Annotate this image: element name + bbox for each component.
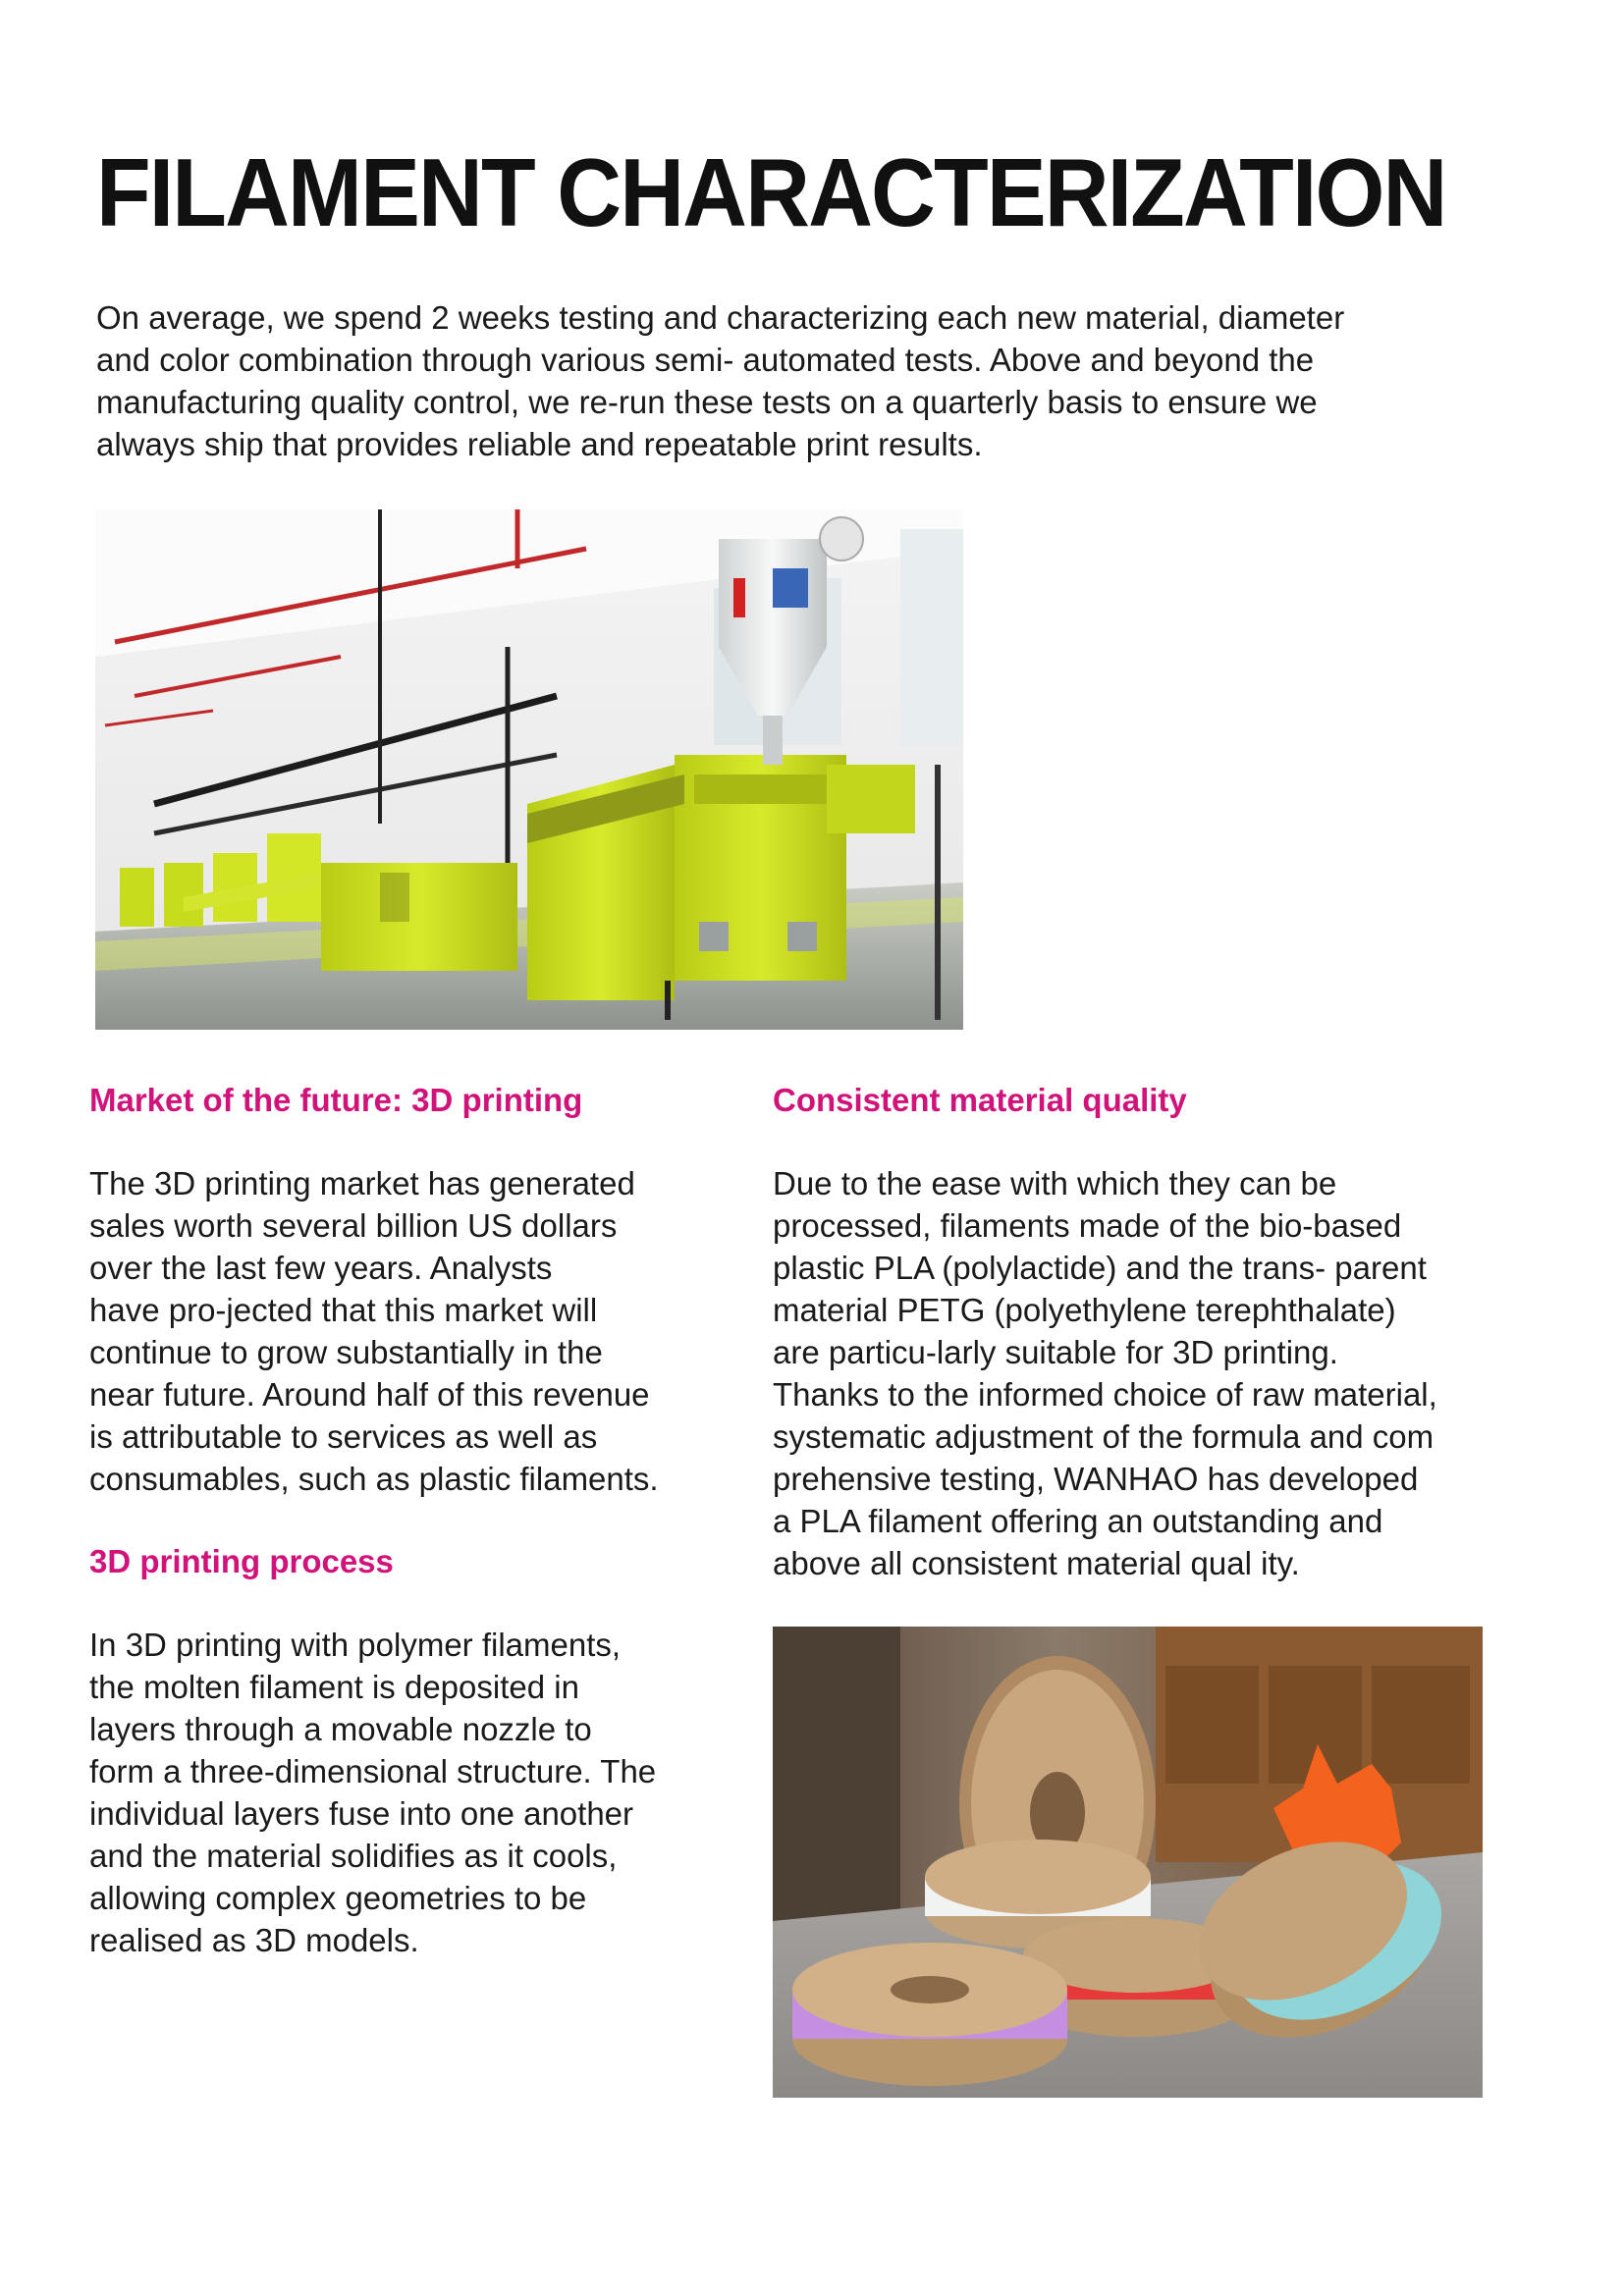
paragraph-line: individual layers fuse into one another: [89, 1795, 634, 1832]
paragraph-line: realised as 3D models.: [89, 1922, 419, 1958]
paragraph-line: Thanks to the informed choice of raw material,: [773, 1376, 1437, 1413]
market-heading: Market of the future: 3D printing: [89, 1082, 583, 1118]
quality-paragraph: [773, 1162, 1499, 1584]
production-line-photo: [95, 509, 963, 1030]
paragraph-line: Due to the ease with which they can be: [773, 1165, 1337, 1201]
right-column: [773, 1080, 1499, 1584]
paragraph-line: consumables, such as plastic filaments.: [89, 1461, 659, 1497]
paragraph-line: and the material solidifies as it cools,: [89, 1838, 618, 1874]
paragraph-line: are particu-larly suitable for 3D printing.: [773, 1334, 1338, 1370]
paragraph-line: processed, filaments made of the bio-based: [773, 1207, 1402, 1244]
intro-paragraph: [96, 296, 1510, 465]
paragraph-line: plastic PLA (polylactide) and the trans- parent: [773, 1250, 1427, 1286]
paragraph-line: near future. Around half of this revenue: [89, 1376, 650, 1413]
paragraph-line: layers through a movable nozzle to: [89, 1711, 592, 1747]
paragraph-line: form a three-dimensional structure. The: [89, 1753, 657, 1789]
paragraph-line: is attributable to services as well as: [89, 1418, 598, 1455]
market-paragraph: [89, 1162, 718, 1500]
paragraph-line: material PETG (polyethylene terephthalate): [773, 1292, 1396, 1328]
left-column: [89, 1080, 718, 1961]
paragraph-line: continue to grow substantially in the: [89, 1334, 603, 1370]
paragraph-line: The 3D printing market has generated: [89, 1165, 635, 1201]
printing-process-heading: 3D printing process: [89, 1543, 394, 1579]
paragraph-line: sales worth several billion US dollars: [89, 1207, 618, 1244]
intro-line: On average, we spend 2 weeks testing and characterizing each new material, diameter: [96, 299, 1345, 336]
paragraph-line: above all consistent material qual ity.: [773, 1545, 1300, 1581]
paragraph-line: allowing complex geometries to be: [89, 1880, 587, 1916]
paragraph-line: a PLA filament offering an outstanding and: [773, 1503, 1383, 1539]
page-title: FILAMENT CHARACTERIZATION: [96, 138, 1446, 246]
paragraph-line: over the last few years. Analysts: [89, 1250, 553, 1286]
intro-line: always ship that provides reliable and repeatable print results.: [96, 426, 983, 462]
paragraph-line: prehensive testing, WANHAO has developed: [773, 1461, 1419, 1497]
filament-spools-photo: [773, 1627, 1483, 2098]
paragraph-line: have pro-jected that this market will: [89, 1292, 598, 1328]
printing-process-paragraph: [89, 1624, 718, 1961]
paragraph-line: the molten filament is deposited in: [89, 1669, 579, 1705]
intro-line: and color combination through various semi- automated tests. Above and beyond the: [96, 342, 1315, 378]
paragraph-line: In 3D printing with polymer filaments,: [89, 1627, 622, 1663]
intro-line: manufacturing quality control, we re-run these tests on a quarterly basis to ensure we: [96, 384, 1318, 420]
quality-heading: Consistent material quality: [773, 1082, 1187, 1118]
paragraph-line: systematic adjustment of the formula and com: [773, 1418, 1435, 1455]
